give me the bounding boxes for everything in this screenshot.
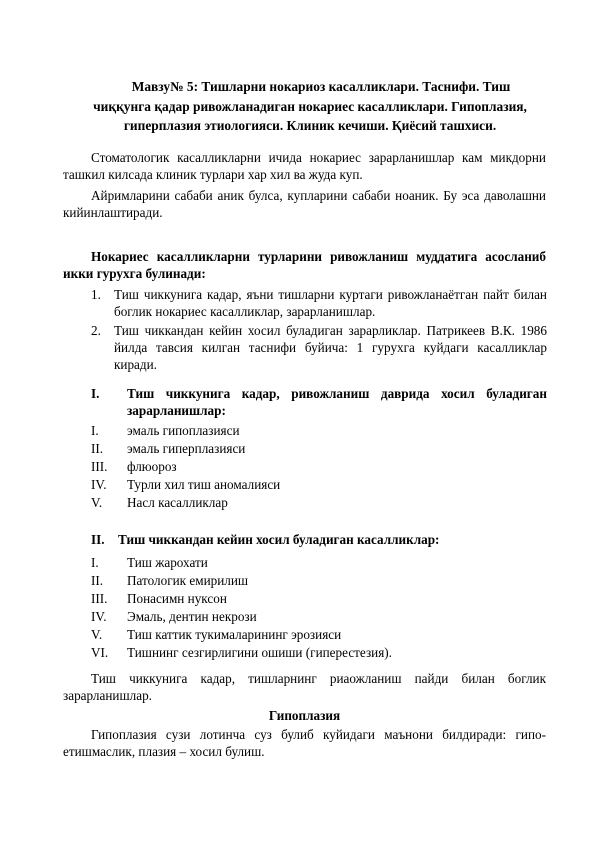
list-item-text: Тиш жарохати [127, 555, 208, 570]
list-item-text: эмаль гипоплазияси [127, 423, 240, 438]
classification-heading-text: Нокариес касалликларни турларини ривожланиш муддатига асосланиб икки гурухга булинади: [63, 249, 546, 281]
list-item-text: Турли хил тиш аномалияси [127, 477, 281, 492]
list-item [91, 286, 547, 320]
list-item-text: Тиш чиккунига кадар, яъни тишларни куртаги ривожланаётган пайт билан боглик нокариес касалликлар, зарарланишлар. [114, 287, 547, 319]
section-2-heading [91, 531, 547, 548]
list-item-number: V. [91, 495, 103, 510]
list-item-text: Понасимн нуксон [127, 591, 227, 606]
list-item-text: Эмаль, дентин некрози [127, 609, 257, 624]
closing-text-1: Тиш чиккунига кадар, тишларнинг риаожланиш пайди билан боглик зарарланишлар. [63, 671, 546, 703]
list-item-text: эмаль гиперплазияси [127, 441, 246, 456]
title-line-2: чиққунга қадар ривожланадиган нокариес касалликлари. Гипоплазия, [93, 98, 527, 114]
list-item-number: 2. [91, 323, 101, 338]
list-item-number: II. [91, 573, 104, 588]
intro-paragraph-2 [63, 187, 546, 221]
list-item-text: Тишнинг сезгирлигини ошиши (гиперестезия). [127, 645, 392, 660]
classification-heading [63, 248, 546, 282]
list-item-number: I. [91, 555, 99, 570]
list-item-number: III. [91, 459, 108, 474]
list-item-number: 1. [91, 287, 101, 302]
section-1-number: I. [91, 386, 100, 401]
list-item-text: Патологик емирилиш [127, 573, 249, 588]
list-item-text: Насл касалликлар [127, 495, 228, 510]
list-item-number: IV. [91, 609, 107, 624]
closing-text-2: Гипоплазия сузи лотинча суз булиб куйидаги маънони билдиради: гипо-етишмаслик, плазия – хосил булиш. [63, 727, 546, 759]
list-item-number: V. [91, 627, 103, 642]
intro-paragraph-1 [63, 149, 546, 183]
list-item-text: Тиш каттик тукималарининг эрозияси [127, 627, 342, 642]
list-item-text: Тиш чиккандан кейин хосил буладиган зарарликлар. Патрикеев В.К. 1986 йилда тавсия килган таснифи буйича: 1 гурухга куйдаги касалликлар киради. [114, 323, 547, 372]
list-item-number: VI. [91, 645, 109, 660]
list-item-number: I. [91, 423, 99, 438]
section-1-heading-text: Тиш чиккунига кадар, ривожланиш даврида хосил буладиган зарарланишлар: [127, 386, 547, 418]
page-title [60, 77, 560, 136]
section-2-heading-text: Тиш чиккандан кейин хосил буладиган касалликлар: [118, 532, 440, 547]
list-item-number: II. [91, 441, 104, 456]
list-item-number: III. [91, 591, 108, 606]
list-item [91, 322, 547, 373]
section-2-number: II. [91, 532, 105, 547]
closing-paragraph-1 [63, 670, 546, 704]
list-item-text: флюороз [127, 459, 177, 474]
section-1-heading [91, 385, 547, 419]
title-line-3: гиперплазия этиологияси. Клиник кечиши. Қиёсий ташхиси. [123, 118, 497, 133]
intro-text-2: Айримларини сабаби аник булса, купларини сабаби ноаник. Бу эса даволашни кийинлаштиради. [63, 188, 546, 220]
hypoplasia-heading: Гипоплазия [268, 708, 341, 723]
closing-paragraph-2 [63, 726, 546, 760]
intro-text-1: Стоматологик касалликларни ичида нокариес зарарланишлар кам микдорни ташкил килсада клиник турлари хар хил ва жуда куп. [63, 150, 546, 182]
title-line-1: Мавзу№ 5: Тишларни нокариоз касалликлари. Таснифи. Тиш [131, 79, 511, 94]
list-item-number: IV. [91, 477, 107, 492]
